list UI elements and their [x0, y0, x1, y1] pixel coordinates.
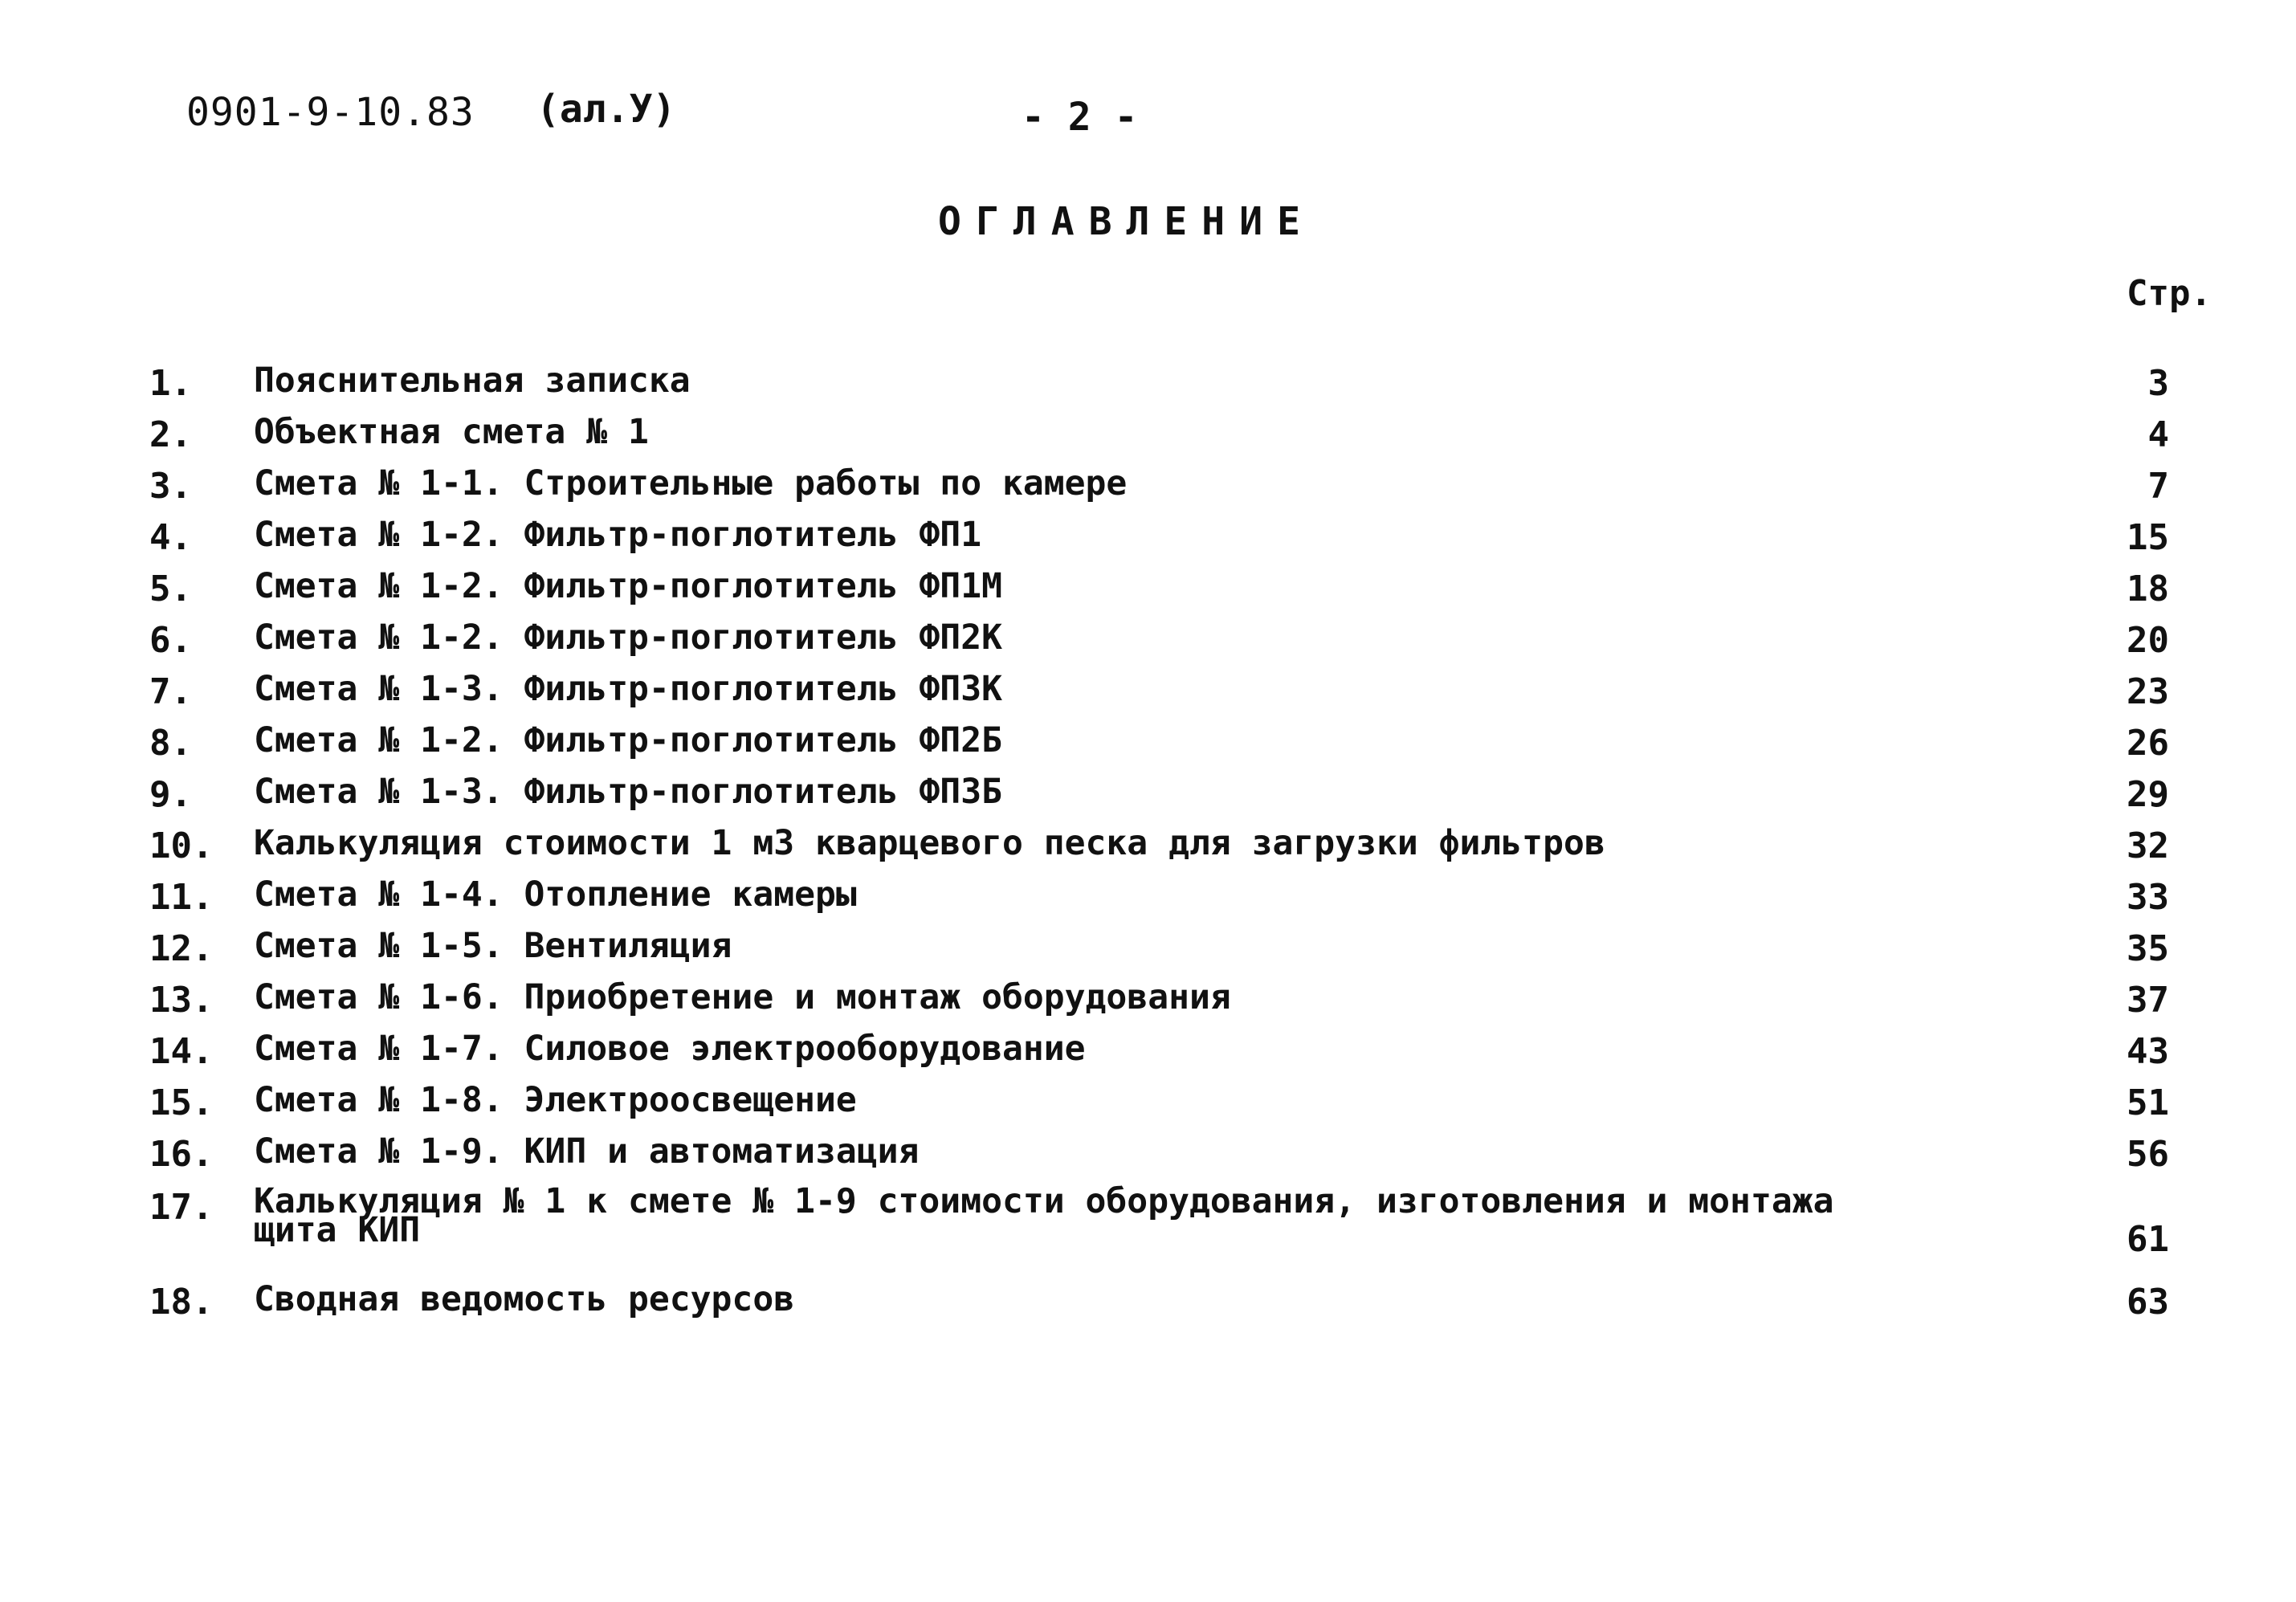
toc-item-page: 61	[2127, 1219, 2169, 1260]
toc-item-page: 51	[2127, 1082, 2169, 1123]
toc-item-title: Смета № 1-7. Силовое электрооборудование	[254, 1029, 1086, 1069]
toc-item-number: 9.	[149, 774, 192, 815]
toc-item-number: 15.	[149, 1082, 214, 1123]
toc-item-number: 3.	[149, 466, 192, 507]
page-title: ОГЛАВЛЕНИЕ	[938, 199, 1315, 244]
toc-item-number: 6.	[149, 620, 192, 661]
toc-item	[0, 1181, 2296, 1260]
toc-item-number: 11.	[149, 877, 214, 918]
toc-item-number: 5.	[149, 569, 192, 609]
toc-item-page: 33	[2127, 877, 2169, 918]
toc-item-number: 1.	[149, 363, 192, 404]
toc-item-number: 2.	[149, 414, 192, 455]
toc-item	[0, 463, 2296, 514]
toc-item-number: 17.	[149, 1187, 214, 1228]
document-variant: (ал.У)	[536, 87, 676, 132]
toc-item	[0, 774, 2296, 822]
toc-item-number: 12.	[149, 928, 214, 969]
toc-item-page: 29	[2127, 774, 2169, 815]
toc-item	[0, 620, 2296, 668]
toc-item-title: Смета № 1-2. Фильтр-поглотитель ФП1М	[254, 566, 1002, 606]
toc-item	[0, 517, 2296, 565]
toc-item	[0, 363, 2296, 411]
toc-item-page: 63	[2127, 1282, 2169, 1323]
toc-item-number: 14.	[149, 1031, 214, 1072]
toc-item-page: 56	[2127, 1134, 2169, 1175]
toc-item-title: Смета № 1-6. Приобретение и монтаж оборудования	[254, 977, 1231, 1017]
toc-item	[0, 566, 2296, 617]
toc-item-number: 18.	[149, 1282, 214, 1323]
toc-item	[0, 977, 2296, 1028]
toc-item-page: 18	[2127, 569, 2169, 609]
toc-item	[0, 1082, 2296, 1131]
toc-item-number: 7.	[149, 671, 192, 712]
toc-item-page: 37	[2127, 980, 2169, 1021]
toc-item-title: Смета № 1-2. Фильтр-поглотитель ФП1	[254, 515, 982, 555]
toc-item-title: Смета № 1-8. Электроосвещение	[254, 1080, 857, 1120]
toc-item-page: 4	[2147, 414, 2169, 455]
toc-item	[0, 825, 2296, 874]
toc-item-number: 4.	[149, 517, 192, 558]
toc-item-title: Сводная ведомость ресурсов	[254, 1279, 795, 1319]
toc-item	[0, 1131, 2296, 1182]
toc-item-page: 32	[2127, 825, 2169, 866]
toc-item-title: Калькуляция № 1 к смете № 1-9 стоимости оборудования, изготовления и монтажа щита КИП	[254, 1181, 1834, 1250]
toc-item	[0, 671, 2296, 719]
toc-item-title: Объектная смета № 1	[254, 412, 649, 452]
toc-item-title: Смета № 1-4. Отопление камеры	[254, 874, 857, 915]
toc-item-number: 16.	[149, 1134, 214, 1175]
toc-item-page: 35	[2127, 928, 2169, 969]
toc-item	[0, 874, 2296, 925]
toc-item-title: Смета № 1-3. Фильтр-поглотитель ФП3Б	[254, 772, 1002, 812]
toc-item-page: 20	[2127, 620, 2169, 661]
toc-item-title: Калькуляция стоимости 1 м3 кварцевого песка для загрузки фильтров	[254, 823, 1605, 863]
toc-item-title: Смета № 1-9. КИП и автоматизация	[254, 1131, 920, 1172]
toc-item-title: Смета № 1-2. Фильтр-поглотитель ФП2К	[254, 618, 1002, 658]
toc-item	[0, 720, 2296, 771]
toc-item	[0, 414, 2296, 463]
toc-item-page: 7	[2147, 466, 2169, 507]
toc-item-number: 13.	[149, 980, 214, 1021]
toc-item-title: Смета № 1-5. Вентиляция	[254, 926, 732, 966]
toc-item-page: 15	[2127, 517, 2169, 558]
page-column-label: Стр.	[2127, 273, 2212, 314]
toc-item-number: 10.	[149, 825, 214, 866]
toc-item-page: 23	[2127, 671, 2169, 712]
document-code: 0901-9-10.83	[186, 90, 475, 135]
toc-item-title: Смета № 1-2. Фильтр-поглотитель ФП2Б	[254, 720, 1002, 760]
toc-item-title: Пояснительная записка	[254, 361, 691, 401]
toc-item-page: 43	[2127, 1031, 2169, 1072]
toc-item-page: 26	[2127, 723, 2169, 764]
toc-item-title: Смета № 1-3. Фильтр-поглотитель ФП3К	[254, 669, 1002, 709]
page-number: - 2 -	[1022, 95, 1138, 140]
toc-item-title: Смета № 1-1. Строительные работы по камере	[254, 463, 1128, 503]
toc-item	[0, 1279, 2296, 1330]
toc-item-page: 3	[2147, 363, 2169, 404]
toc-item-number: 8.	[149, 723, 192, 764]
toc-item	[0, 1031, 2296, 1079]
toc-item	[0, 928, 2296, 976]
